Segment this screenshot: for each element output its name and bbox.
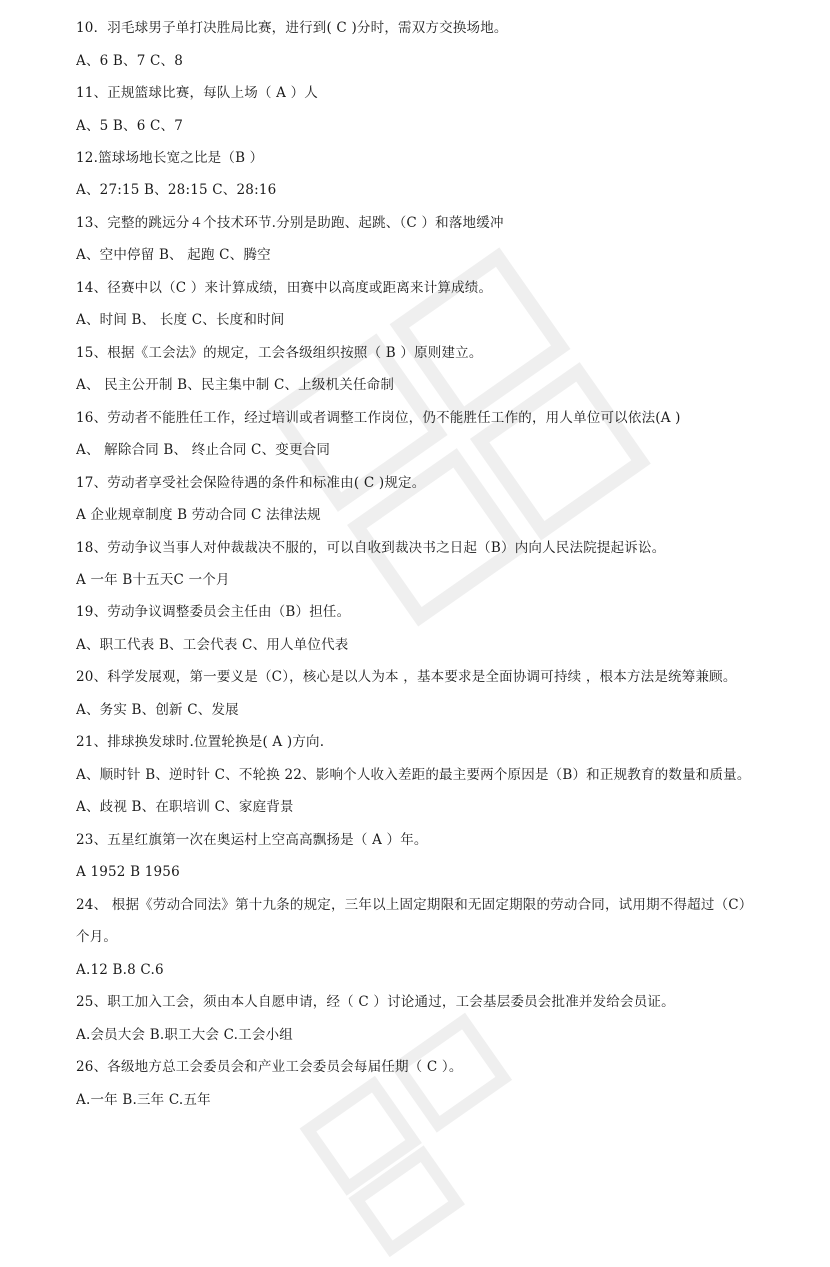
answer-options-line: A、空中停留 B、 起跑 C、腾空 <box>76 247 271 263</box>
question-line: 26、各级地方总工会委员会和产业工会委员会每届任期（ C ）。 <box>76 1059 463 1075</box>
answer-options-line: A 1952 B 1956 <box>76 864 180 880</box>
answer-options-line: A、6 B、7 C、8 <box>76 53 184 69</box>
question-line: 20、科学发展观，第一要义是（C），核心是以人为本 ，基本要求是全面协调可持续 ，根本方法是统筹兼顾。 <box>76 669 737 685</box>
question-line: 16、劳动者不能胜任工作，经过培训或者调整工作岗位，仍不能胜任工作的，用人单位可以依法(A ) <box>76 410 681 426</box>
answer-options-line: A、顺时针 B、逆时针 C、不轮换 22、影响个人收入差距的最主要两个原因是（B）和正规教育的数量和质量。 <box>76 767 751 783</box>
answer-options-line: A、5 B、6 C、7 <box>76 118 184 134</box>
question-line: 19、劳动争议调整委员会主任由（B）担任。 <box>76 604 351 620</box>
answer-options-line: A.一年 B.三年 C.五年 <box>76 1092 211 1108</box>
answer-options-line: A、 民主公开制 B、民主集中制 C、上级机关任命制 <box>76 377 395 393</box>
answer-options-line: A、职工代表 B、工会代表 C、用人单位代表 <box>76 637 349 653</box>
answer-options-line: A.会员大会 B.职工大会 C.工会小组 <box>76 1027 293 1043</box>
question-line: 12.篮球场地长宽之比是（B ） <box>76 150 264 166</box>
question-line: 17、劳动者享受社会保险待遇的条件和标准由( C )规定。 <box>76 475 426 491</box>
answer-options-line: A、时间 B、 长度 C、长度和时间 <box>76 312 285 328</box>
question-line: 13、完整的跳远分４个技术环节.分别是助跑、起跳、（C ）和落地缓冲 <box>76 215 504 231</box>
question-line: 14、径赛中以（C ）来计算成绩，田赛中以高度或距离来计算成绩。 <box>76 280 493 296</box>
question-line: 23、五星红旗第一次在奥运村上空高高飘扬是（ A ）年。 <box>76 832 428 848</box>
answer-options-line: A 企业规章制度 B 劳动合同 C 法律法规 <box>76 507 321 523</box>
question-line: 24、 根据《劳动合同法》第十九条的规定，三年以上固定期限和无固定期限的劳动合同，试用期不得超过（C） <box>76 897 753 913</box>
answer-options-line: A、歧视 B、在职培训 C、家庭背景 <box>76 799 294 815</box>
answer-options-line: A、 解除合同 B、 终止合同 C、变更合同 <box>76 442 331 458</box>
question-line: 10．羽毛球男子单打决胜局比赛，进行到( C )分时，需双方交换场地。 <box>76 20 508 36</box>
question-line: 21、排球换发球时.位置轮换是( A )方向. <box>76 734 325 750</box>
question-line: 15、根据《工会法》的规定，工会各级组织按照（ B ）原则建立。 <box>76 345 483 361</box>
question-line: 25、职工加入工会，须由本人自愿申请，经（ C ）讨论通过，工会基层委员会批准并发给会员证。 <box>76 994 675 1010</box>
question-line: 11、正规篮球比赛，每队上场（ A ）人 <box>76 85 319 101</box>
question-line: 18、劳动争议当事人对仲裁裁决不服的，可以自收到裁决书之日起（B）内向人民法院提起诉讼。 <box>76 540 666 556</box>
answer-options-line: A、务实 B、创新 C、发展 <box>76 702 239 718</box>
answer-options-line: A.12 B.8 C.6 <box>76 962 164 978</box>
answer-options-line: A、27:15 B、28:15 C、28:16 <box>76 182 277 198</box>
answer-options-line: A 一年 B十五天C 一个月 <box>76 572 230 588</box>
question-line-continuation: 个月。 <box>76 929 118 945</box>
